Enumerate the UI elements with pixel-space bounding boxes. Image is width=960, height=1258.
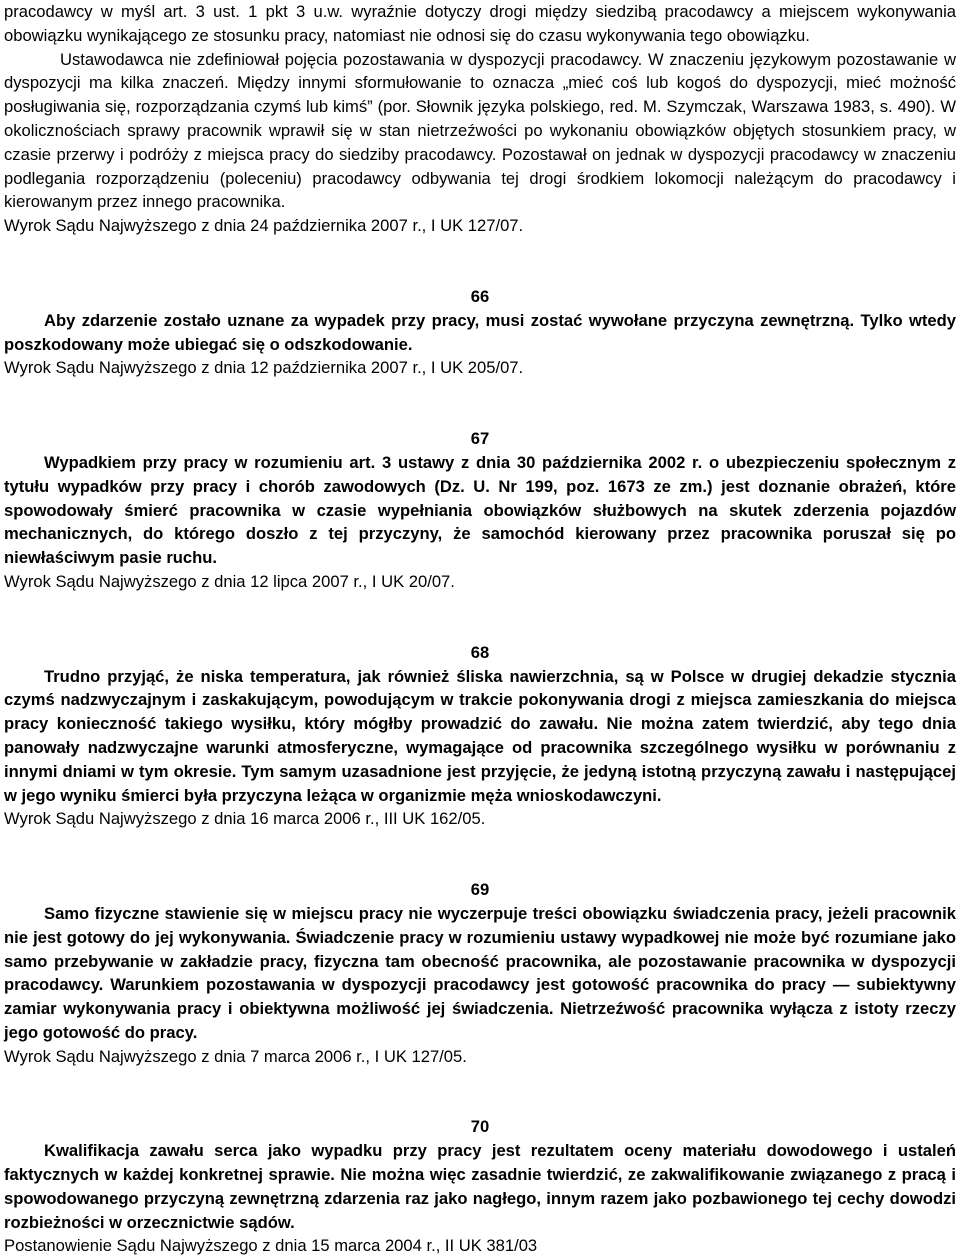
ruling-66 [4,285,956,380]
judgment-reference: Wyrok Sądu Najwyższego z dnia 7 marca 2006 r., I UK 127/05. [4,1046,467,1066]
document-page [4,0,956,1258]
intro-paragraph-definition: Ustawodawca nie zdefiniował pojęcia pozostawania w dyspozycji pracodawcy. W znaczeniu językowym pozostawanie w dyspozycji ma kilka znaczeń. Między innymi sformułowanie to oznacza „mieć coś lub kogoś do dyspozycji, mieć możność posługiwania się, rozporządzania czymś lub kimś” (por. Słownik języka polskiego, red. M. Szymczak, Warszawa 1983, s. 490). W okolicznościach sprawy pracownik wprawił się w stan nietrzeźwości po wykonaniu obowiązków objętych stosunkiem pracy, w czasie przerwy i podróży z miejsca pracy do siedziby pracodawcy. Pozostawał on jednak w dyspozycji pracodawcy w znaczeniu podlegania rozporządzeniu (poleceniu) pracodawcy odbywania tej drogi środkiem lokomocji należącym do pracodawcy i kierowanym przez innego pracownika. [4,49,956,212]
ruling-number: 66 [470,286,490,306]
ruling-thesis: Samo fizyczne stawienie się w miejscu pracy nie wyczerpuje treści obowiązku świadczenia pracy, jeżeli pracownik nie jest gotowy do jej wykonywania. Świadczenie pracy w rozumieniu ustawy wypadkowej nie może być rozumiane jako samo przebywanie w zakładzie pracy, fizyczna tam obecność pracownika, ale pozostawanie pracownika w dyspozycji pracodawcy. Warunkiem pozostawania w dyspozycji pracodawcy jest gotowość pracownika do pracy — subiektywny zamiar wykonywania pracy i obiektywna możliwość jej świadczenia. Nietrzeźwość pracownika wyłącza z istoty rzeczy jego gotowość do pracy. [4,903,956,1042]
ruling-number: 70 [470,1117,490,1137]
judgment-reference: Wyrok Sądu Najwyższego z dnia 16 marca 2006 r., III UK 162/05. [4,809,486,829]
ruling-68 [4,641,956,831]
ruling-67 [4,427,956,594]
ruling-number: 69 [470,880,490,900]
ruling-thesis: Kwalifikacja zawału serca jako wypadku przy pracy jest rezultatem oceny materiału dowodowego i ustaleń faktycznych w każdej konkretnej sprawie. Nie można więc zasadnie twierdzić, ze zakwalifikowanie związanego z pracą i spowodowanego przyczyną zewnętrzną zdarzenia raz jako nagłego, innym razem jako pozbawionego tej cechy dowodzi rozbieżności w orzecznictwie sądów. [4,1141,956,1232]
ruling-number: 68 [470,642,490,662]
intro-block [4,0,956,238]
judgment-reference: Postanowienie Sądu Najwyższego z dnia 15 marca 2004 r., II UK 381/03 [4,1236,538,1256]
judgment-reference: Wyrok Sądu Najwyższego z dnia 12 lipca 2007 r., I UK 20/07. [4,571,455,591]
ruling-70 [4,1115,956,1258]
ruling-thesis: Aby zdarzenie zostało uznane za wypadek przy pracy, musi zostać wywołane przyczyna zewnętrzną. Tylko wtedy poszkodowany może ubiegać się o odszkodowanie. [4,310,956,354]
judgment-reference: Wyrok Sądu Najwyższego z dnia 24 października 2007 r., I UK 127/07. [4,216,524,236]
ruling-number: 67 [470,429,490,449]
ruling-thesis: Trudno przyjąć, że niska temperatura, jak również śliska nawierzchnia, są w Polsce w drugiej dekadzie stycznia czymś nadzwyczajnym i zaskakującym, powodującym w trakcie pokonywania drogi z miejsca zamieszkania do miejsca pracy konieczność takiego wysiłku, który mógłby prowadzić do zawału. Nie można zatem twierdzić, aby tego dnia panowały nadzwyczajne warunki atmosferyczne, wymagające od pracownika szczególnego wysiłku w porównaniu z innymi dniami w tym okresie. Tym samym uzasadnione jest przyjęcie, że jedyną istotną przyczyną zawału i następującej w jego wyniku śmierci była przyczyna leżąca w organizmie męża wnioskodawczyni. [4,666,956,805]
ruling-thesis: Wypadkiem przy pracy w rozumieniu art. 3 ustawy z dnia 30 października 2002 r. o ubezpieczeniu społecznym z tytułu wypadków przy pracy i chorób zawodowych (Dz. U. Nr 199, poz. 1673 ze zm.) jest doznanie obrażeń, które spowodowały śmierć pracownika w czasie wypełniania obowiązków służbowych na skutek zderzenia pojazdów mechanicznych, do którego doszło z tej przyczyny, że samochód kierowany przez pracownika poruszał się po niewłaściwym pasie ruchu. [4,452,956,568]
ruling-69 [4,878,956,1068]
judgment-reference: Wyrok Sądu Najwyższego z dnia 12 października 2007 r., I UK 205/07. [4,358,524,378]
intro-paragraph: pracodawcy w myśl art. 3 ust. 1 pkt 3 u.w. wyraźnie dotyczy drogi między siedzibą pracodawcy a miejscem wykonywania obowiązku wynikającego ze stosunku pracy, natomiast nie odnosi się do czasu wykonywania tego obowiązku. [4,2,956,45]
